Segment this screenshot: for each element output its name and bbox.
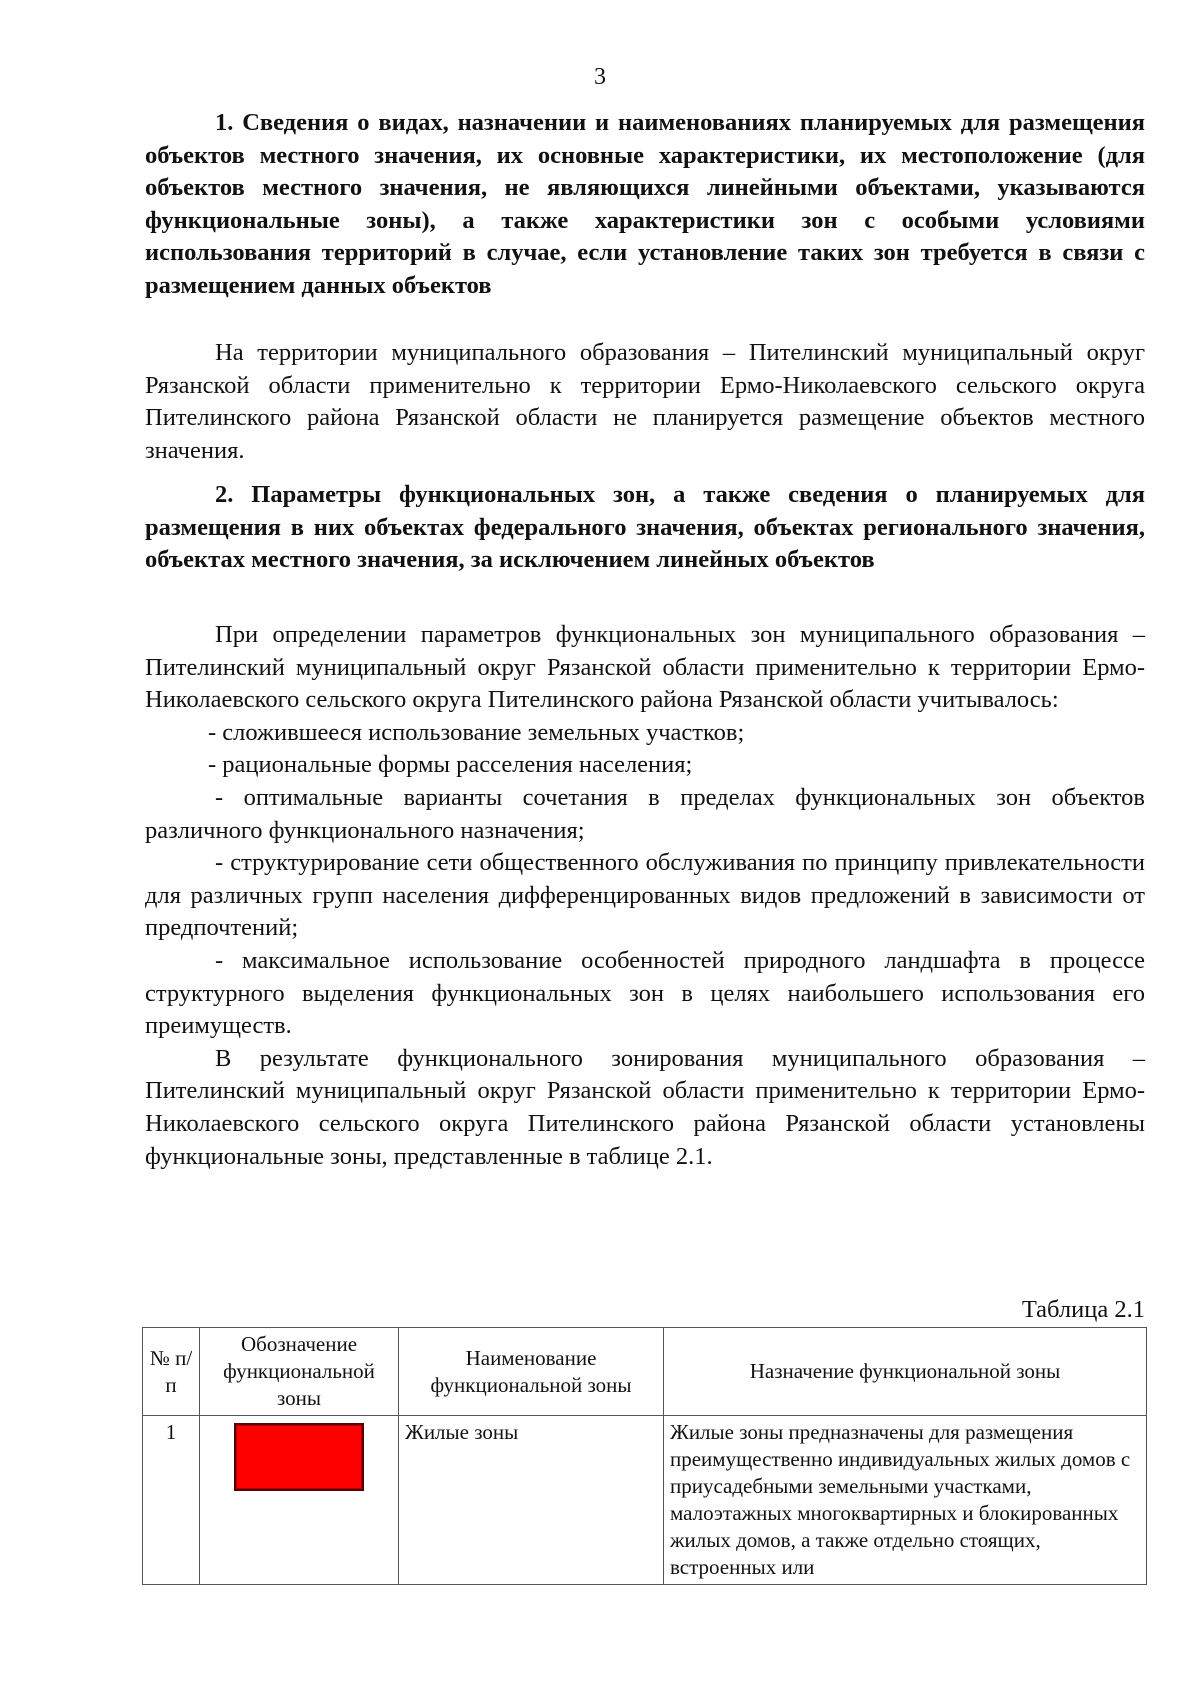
- list-item: - сложившееся использование земельных участков;: [208, 718, 745, 746]
- cell-name: Жилые зоны: [399, 1416, 664, 1585]
- list-item: - максимальное использование особенностей природного ландшафта в процессе структурного выделения функциональных зон в целях наибольшего использования его преимуществ.: [145, 946, 1145, 1040]
- header-purpose: Назначение функциональной зоны: [664, 1328, 1147, 1416]
- section1-body: На территории муниципального образования – Пителинский муниципальный округ Рязанской области применительно к территории Ермо-Николаевского сельского округа Пителинского района Рязанской области не планируется размещение объектов местного значения.: [145, 339, 1145, 464]
- list-item: - рациональные формы расселения населения;: [208, 751, 693, 779]
- cell-purpose: Жилые зоны предназначены для размещения преимущественно индивидуальных жилых домов с приусадебными земельными участками, малоэтажных многоквартирных и блокированных жилых домов, а также отдельно стоящих, встроенных или: [664, 1416, 1147, 1585]
- cell-number: 1: [143, 1416, 200, 1585]
- section2-body: [145, 619, 1145, 1173]
- cell-designation: [200, 1416, 399, 1585]
- section1-heading: 1. Сведения о видах, назначении и наименованиях планируемых для размещения объектов местного значения, их основные характеристики, их местоположение (для объектов местного значения, не являющихся линейными объектами, указываются функциональные зоны), а также характеристики зон с особыми условиями использования территорий в случае, если установление таких зон требуется в связи с размещением данных объектов: [145, 109, 1145, 299]
- section2-heading: 2. Параметры функциональных зон, а также сведения о планируемых для размещения в них объектах федерального значения, объектах регионального значения, объектах местного значения, за исключением линейных объектов: [145, 481, 1145, 574]
- table-caption: Таблица 2.1: [1021, 1296, 1145, 1323]
- list-item: - оптимальные варианты сочетания в пределах функциональных зон объектов различного функционального назначения;: [145, 783, 1145, 844]
- section2-result: В результате функционального зонирования муниципального образования – Пителинский муниципальный округ Рязанской области применительно к территории Ермо-Николаевского сельского округа Пителинского района Рязанской области установлены функциональные зоны, представленные в таблице 2.1.: [145, 1044, 1145, 1170]
- zones-table: [142, 1327, 1147, 1585]
- page-number: 3: [594, 64, 606, 90]
- header-name: Наименование функциональной зоны: [399, 1328, 664, 1416]
- table-row: [143, 1416, 1147, 1585]
- header-number: № п/п: [143, 1328, 200, 1416]
- section2-intro: При определении параметров функциональных зон муниципального образования – Пителинский муниципальный округ Рязанской области применительно к территории Ермо-Николаевского сельского округа Пителинского района Рязанской области учитывалось:: [145, 621, 1145, 714]
- header-designation: Обозначение функциональной зоны: [200, 1328, 399, 1416]
- list-item: - структурирование сети общественного обслуживания по принципу привлекательности для различных групп населения дифференцированных видов предложений в зависимости от предпочтений;: [145, 849, 1145, 942]
- zone-color-swatch: [234, 1423, 364, 1491]
- table-header-row: [143, 1328, 1147, 1416]
